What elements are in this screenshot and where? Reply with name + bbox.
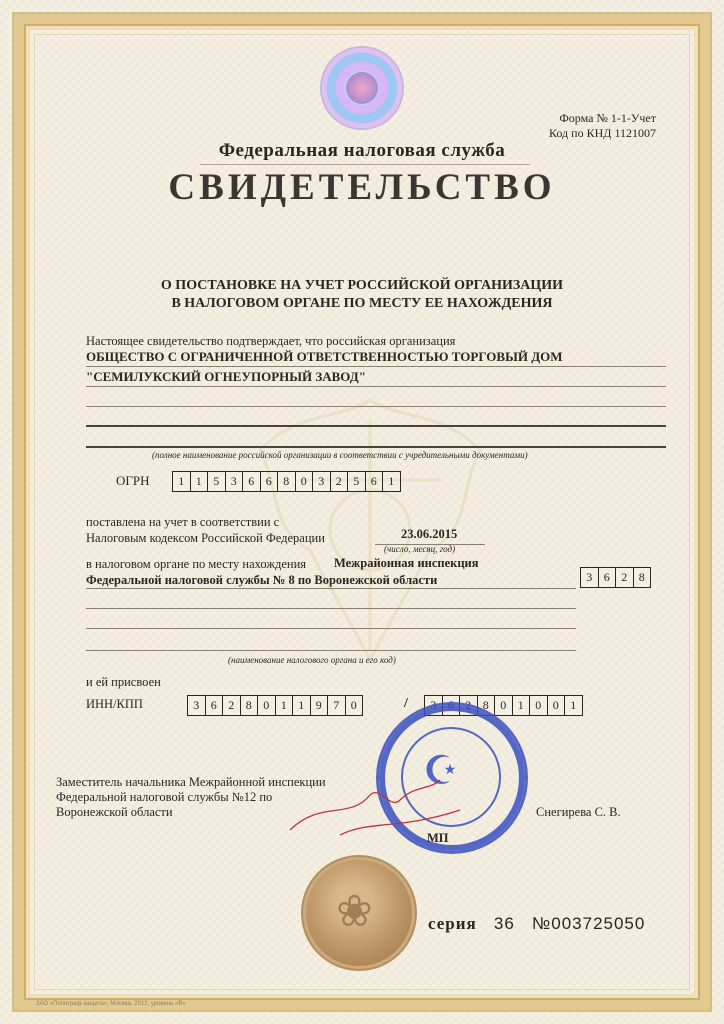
certificate-number: №003725050	[532, 914, 646, 933]
rule	[86, 366, 666, 367]
tax-office-caption: (наименование налогового органа и его код)	[228, 655, 396, 665]
registration-line-3: в налоговом органе по месту нахождения	[86, 557, 307, 571]
rule	[86, 406, 666, 407]
ogrn-digit: 0	[295, 471, 314, 492]
rule	[86, 386, 666, 387]
rule	[86, 628, 576, 629]
rule	[86, 425, 666, 427]
subtitle-line-1: О ПОСТАНОВКЕ НА УЧЕТ РОССИЙСКОЙ ОРГАНИЗАЦИИ	[160, 278, 564, 293]
hologram-emblem-icon	[322, 48, 402, 128]
ogrn-digit: 3	[225, 471, 244, 492]
ogrn-digit: 5	[207, 471, 226, 492]
ogrn-digit: 3	[312, 471, 331, 492]
tax-office-code-cells	[581, 567, 651, 588]
ogrn-digit: 1	[190, 471, 209, 492]
ogrn-digit: 8	[277, 471, 296, 492]
embossed-seal	[306, 860, 412, 966]
org-name-line-1: ОБЩЕСТВО С ОГРАНИЧЕННОЙ ОТВЕТСТВЕННОСТЬЮ ТОРГОВЫЙ ДОМ	[86, 349, 563, 364]
kpp-digit: 0	[529, 695, 548, 716]
signer-name: Снегирева С. В.	[536, 805, 621, 819]
kpp-digit: 1	[512, 695, 531, 716]
signer-position-line-2: Федеральной налоговой службы №12 по	[56, 790, 273, 804]
rule	[86, 650, 576, 651]
subtitle-line-2: В НАЛОГОВОМ ОРГАНЕ ПО МЕСТУ ЕЕ НАХОЖДЕНИЯ	[171, 296, 553, 311]
assigned-text: и ей присвоен	[86, 675, 161, 689]
signer-position-line-3: Воронежской области	[56, 805, 173, 819]
ogrn-cells	[173, 471, 401, 492]
rule	[86, 588, 576, 589]
kpp-digit: 6	[442, 695, 461, 716]
rule	[86, 446, 666, 448]
registration-line-1: поставлена на учет в соответствии с	[86, 515, 280, 529]
inn-kpp-separator: /	[404, 696, 408, 711]
org-name-caption: (полное наименование российской организации в соответствии с учредительными документами)	[152, 450, 528, 460]
eagle-seal-icon: ❀	[336, 887, 373, 936]
kpp-digit: 0	[547, 695, 566, 716]
printer-note: ЗАО «Полиграф-защита», Москва, 2012, уровень «В»	[36, 1001, 186, 1007]
ogrn-digit: 6	[260, 471, 279, 492]
inn-digit: 8	[240, 695, 259, 716]
document-subtitle	[0, 277, 724, 313]
tax-office-code-digit: 8	[633, 567, 652, 588]
ogrn-digit: 5	[347, 471, 366, 492]
kpp-digit: 1	[564, 695, 583, 716]
inn-digit: 3	[187, 695, 206, 716]
agency-underline	[200, 164, 530, 165]
ogrn-label: ОГРН	[116, 473, 150, 488]
form-info	[456, 111, 656, 141]
inn-kpp-label: ИНН/КПП	[86, 697, 143, 711]
series-value: 36	[493, 914, 515, 933]
kpp-digit: 8	[477, 695, 496, 716]
signer-position-line-1: Заместитель начальника Межрайонной инспекции	[56, 775, 326, 789]
inn-digit: 2	[222, 695, 241, 716]
registration-date: 23.06.2015	[401, 527, 458, 541]
inn-cells	[188, 695, 363, 716]
tax-office-code-digit: 6	[598, 567, 617, 588]
tax-office-code-digit: 3	[580, 567, 599, 588]
registration-line-2: Налоговым кодексом Российской Федерации	[86, 531, 325, 545]
inn-digit: 9	[310, 695, 329, 716]
ogrn-digit: 6	[242, 471, 261, 492]
inn-digit: 1	[275, 695, 294, 716]
ogrn-digit: 6	[365, 471, 384, 492]
org-name-line-2: "СЕМИЛУКСКИЙ ОГНЕУПОРНЫЙ ЗАВОД"	[86, 369, 366, 384]
serial-number	[428, 914, 645, 934]
kpp-digit: 3	[424, 695, 443, 716]
rule	[86, 608, 576, 609]
document-title: СВИДЕТЕЛЬСТВО	[168, 167, 556, 208]
inn-digit: 0	[345, 695, 364, 716]
inn-digit: 6	[205, 695, 224, 716]
tax-office-part-2: Федеральной налоговой службы № 8 по Воронежской области	[86, 573, 438, 587]
form-number: Форма № 1-1-Учет	[559, 111, 656, 125]
inn-digit: 1	[292, 695, 311, 716]
inn-digit: 7	[327, 695, 346, 716]
tax-office-code-digit: 2	[615, 567, 634, 588]
eagle-emblem-icon: ☪	[423, 748, 459, 793]
ogrn-digit: 1	[172, 471, 191, 492]
ogrn-digit: 1	[382, 471, 401, 492]
kpp-digit: 0	[494, 695, 513, 716]
agency-name: Федеральная налоговая служба	[218, 140, 506, 161]
handwritten-signature	[280, 760, 480, 850]
date-caption: (число, месяц, год)	[384, 544, 456, 554]
ogrn-digit: 2	[330, 471, 349, 492]
kpp-digit: 2	[459, 695, 478, 716]
tax-office-part-1: Межрайонная инспекция	[334, 556, 479, 570]
knd-code: Код по КНД 1121007	[549, 126, 656, 140]
series-label: серия	[428, 914, 477, 933]
intro-text: Настоящее свидетельство подтверждает, что российская организация	[86, 334, 456, 348]
mp-mark: МП	[427, 831, 449, 845]
inn-digit: 0	[257, 695, 276, 716]
